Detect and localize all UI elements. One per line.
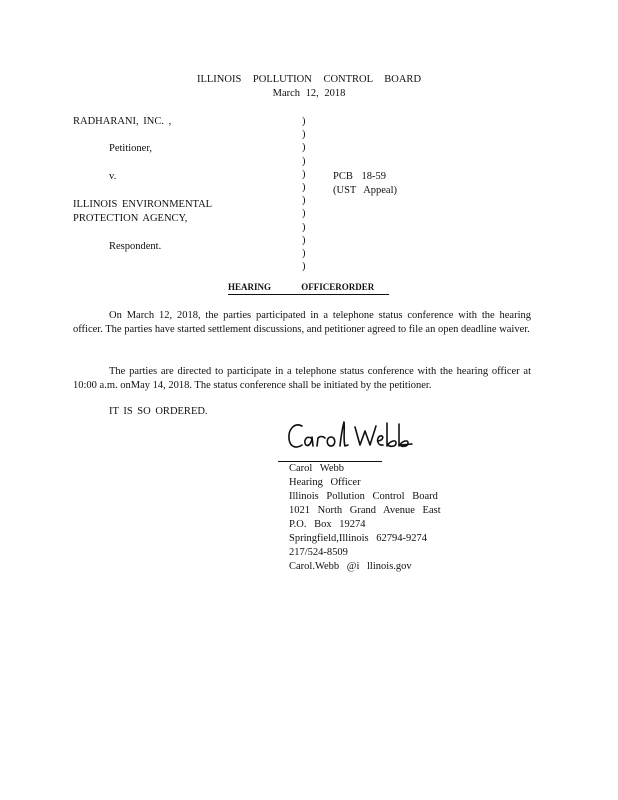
caption-paren: )	[302, 221, 306, 233]
paragraph-status-conference	[73, 309, 531, 337]
petitioner-role: Petitioner,	[109, 143, 153, 154]
paragraph-1-text: On March 12, 2018, the parties participated in a telephone status conference with the hearing officer. The parties have started settlement discussions, and petitioner agreed to file an open deadline waiver.	[73, 310, 531, 335]
signer-title: Hearing Officer	[289, 477, 361, 488]
paragraph-directive	[73, 365, 531, 393]
handwritten-signature-image	[286, 418, 416, 460]
versus-label: v.	[109, 171, 117, 182]
caption-paren: )	[302, 168, 306, 180]
order-title-underline	[228, 294, 389, 295]
closing-statement: IT IS SO ORDERED.	[109, 406, 208, 417]
caption-parentheses	[302, 115, 314, 273]
signer-name: Carol Webb	[289, 463, 344, 474]
caption-paren: )	[302, 129, 306, 141]
caption-paren: )	[302, 155, 306, 167]
respondent-line-1: ILLINOIS ENVIRONMENTAL	[73, 199, 213, 210]
caption-paren: )	[302, 116, 306, 127]
signer-organization: Illinois Pollution Control Board	[289, 491, 438, 502]
petitioner-name: RADHARANI, INC. ,	[73, 116, 172, 127]
caption-paren: )	[302, 234, 306, 246]
order-title: HEARING OFFICERORDER	[228, 282, 375, 292]
case-type: (UST Appeal)	[333, 185, 398, 196]
caption-paren: )	[302, 208, 306, 220]
paragraph-2-text: The parties are directed to participate in a telephone status conference with the hearing officer at 10:00 a.m. onMay 14, 2018. The status conference shall be initiated by the petitioner.	[73, 366, 531, 391]
signer-street: 1021 North Grand Avenue East	[289, 505, 441, 516]
respondent-role: Respondent.	[109, 241, 162, 252]
order-date: March 12, 2018	[272, 88, 346, 99]
caption-paren: )	[302, 142, 306, 154]
caption-paren: )	[302, 248, 306, 260]
caption-paren: )	[302, 195, 306, 207]
signer-phone: 217/524-8509	[289, 547, 348, 558]
signer-city: Springfield,Illinois 62794-9274	[289, 533, 427, 544]
caption-paren: )	[302, 261, 306, 273]
signer-po-box: P.O. Box 19274	[289, 519, 366, 530]
caption-paren: )	[302, 182, 306, 194]
case-number: PCB 18-59	[333, 171, 386, 182]
board-name: ILLINOIS POLLUTION CONTROL BOARD	[196, 74, 422, 85]
signature-block	[289, 462, 441, 574]
signer-email: Carol.Webb @i llinois.gov	[289, 561, 412, 572]
respondent-line-2: PROTECTION AGENCY,	[73, 213, 188, 224]
